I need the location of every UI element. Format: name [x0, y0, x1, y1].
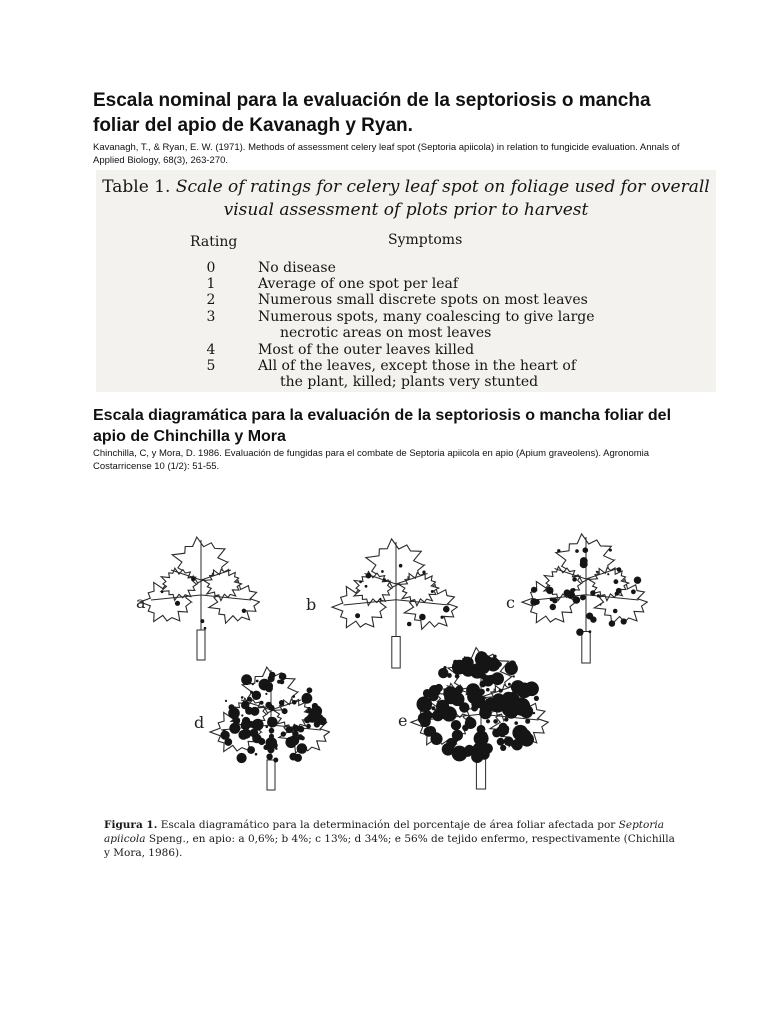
- lesion-spot: [502, 692, 515, 705]
- lesion-spot: [279, 700, 284, 705]
- lesion-spot: [466, 716, 474, 724]
- lesion-spot: [229, 723, 240, 734]
- lesion-spot: [520, 705, 533, 718]
- leaf-a: [140, 537, 260, 660]
- symptom-text: Average of one spot per leaf: [258, 276, 459, 292]
- lesion-spot: [237, 753, 247, 763]
- lesion-spot: [531, 587, 537, 593]
- lesion-spot: [241, 720, 251, 730]
- leaf-petiole: [267, 760, 275, 790]
- lesion-spot: [256, 680, 259, 683]
- lesion-spot: [252, 683, 254, 685]
- lesion-spot: [576, 629, 583, 636]
- lesion-spot: [266, 737, 278, 749]
- lesion-spot: [600, 604, 602, 606]
- lesion-spot: [504, 717, 508, 721]
- lesion-spot: [407, 622, 412, 627]
- figure-caption: [104, 818, 684, 860]
- lesion-spot: [247, 746, 255, 754]
- lesion-spot: [471, 694, 485, 708]
- lesion-spot: [255, 753, 258, 756]
- lesion-spot: [431, 706, 435, 710]
- lesion-spot: [504, 736, 514, 746]
- lesion-spot: [282, 708, 288, 714]
- section1-title: Escala nominal para la evaluación de la septoriosis o mancha foliar del apio de Kavanagh y Ryan.: [93, 90, 651, 136]
- leaf-label-a: a: [136, 593, 146, 612]
- lesion-spot: [513, 675, 515, 677]
- leaf-label-c: c: [506, 593, 515, 612]
- lesion-spot: [455, 686, 463, 694]
- leaf-label-e: e: [398, 711, 408, 730]
- lesion-spot: [634, 577, 641, 584]
- lesion-spot: [292, 725, 299, 732]
- lesion-spot: [238, 730, 248, 740]
- lesion-spot: [289, 753, 297, 761]
- lesion-spot: [451, 713, 456, 718]
- lesion-spot: [443, 606, 450, 613]
- lesion-spot: [281, 731, 286, 736]
- lesion-spot: [500, 745, 506, 751]
- lesion-spot: [241, 701, 249, 709]
- lesion-spot: [300, 736, 304, 740]
- lesion-spot: [260, 701, 264, 705]
- lesion-spot: [586, 613, 593, 620]
- lesion-spot: [265, 693, 267, 695]
- lesion-spot: [292, 700, 297, 705]
- lesion-spot: [310, 719, 313, 722]
- lesion-spot: [279, 673, 287, 681]
- leaf-label-b: b: [306, 595, 317, 614]
- leaf-c: [522, 534, 648, 663]
- lesion-spot: [431, 590, 434, 593]
- table-title: Scale of ratings for celery leaf spot on foliage used for overall visual assessment of plots prior to harvest: [175, 177, 710, 220]
- lesion-spot: [302, 693, 313, 704]
- lesion-spot: [266, 726, 269, 729]
- rating-value: 5: [206, 358, 216, 374]
- lesion-spot: [477, 725, 486, 734]
- lesion-spot: [420, 716, 431, 727]
- lesion-spot: [621, 618, 627, 624]
- lesion-spot: [269, 672, 276, 679]
- lesion-spot: [497, 738, 505, 746]
- lesion-spot: [471, 751, 483, 763]
- lesion-spot: [499, 689, 503, 693]
- lesion-spot: [366, 573, 372, 579]
- lesion-spot: [482, 656, 494, 668]
- lesion-spot: [575, 549, 579, 553]
- lesion-spot: [616, 588, 622, 594]
- lesion-spot: [464, 708, 468, 712]
- leaf-e: [411, 648, 549, 789]
- lesion-spot: [580, 557, 588, 565]
- lesion-spot: [564, 589, 571, 596]
- rating-value: 4: [206, 342, 216, 358]
- figure-caption-species: Septoria apiicola: [104, 819, 664, 845]
- lesion-spot: [451, 720, 461, 730]
- lesion-spot: [617, 567, 622, 572]
- lesion-spot: [573, 596, 581, 604]
- lesion-spot: [225, 700, 227, 702]
- lesion-spot: [424, 727, 434, 737]
- section1-reference: Kavanagh, T., & Ryan, E. W. (1971). Methods of assessment celery leaf spot (Septoria apiicola) in relation to fungicide evaluation. Annals of Applied Biology, 68(3), 263-270.: [93, 142, 680, 166]
- lesion-spot: [525, 719, 530, 724]
- lesion-spot: [247, 697, 252, 702]
- table-label: Table 1.: [102, 177, 171, 197]
- lesion-spot: [381, 570, 384, 573]
- lesion-spot: [365, 585, 368, 588]
- figure-caption-text: Escala diagramático para la determinación del porcentaje de área foliar afectada por: [160, 819, 616, 831]
- section2-title: Escala diagramática para la evaluación de la septoriosis o mancha foliar del apio de Chinchilla y Mora: [93, 407, 672, 445]
- lesion-spot: [485, 710, 489, 714]
- lesion-spot: [421, 704, 423, 706]
- lesion-spot: [570, 588, 574, 592]
- lesion-spot: [292, 695, 295, 698]
- lesion-spot: [448, 709, 451, 712]
- leaf-severity-figure: [96, 505, 696, 815]
- lesion-spot: [252, 691, 261, 700]
- lesion-spot: [530, 598, 538, 606]
- lesion-spot: [306, 724, 311, 729]
- lesion-spot: [580, 595, 586, 601]
- lesion-spot: [355, 613, 360, 618]
- lesion-spot: [614, 579, 619, 584]
- lesion-spot: [609, 620, 615, 626]
- leaf-petiole: [197, 630, 205, 660]
- lesion-spot: [497, 662, 502, 667]
- lesion-spot: [583, 547, 589, 553]
- lesion-spot: [161, 591, 163, 593]
- lesion-spot: [419, 614, 426, 621]
- lesion-spot: [534, 696, 539, 701]
- lesion-spot: [607, 573, 609, 575]
- rating-value: 3: [206, 309, 216, 325]
- lesion-spot: [533, 712, 535, 714]
- lesion-spot: [613, 609, 618, 614]
- lesion-spot: [423, 689, 432, 698]
- lesion-spot: [307, 707, 310, 710]
- lesion-spot: [307, 687, 313, 693]
- lesion-spot: [514, 721, 518, 725]
- lesion-spot: [631, 589, 636, 594]
- lesion-spot: [266, 682, 273, 689]
- lesion-spot: [268, 717, 275, 724]
- lesion-spot: [233, 717, 241, 725]
- lesion-spot: [242, 609, 246, 613]
- lesion-spot: [200, 619, 204, 623]
- leaf-illustrations: [96, 505, 696, 815]
- lesion-spot: [511, 680, 525, 694]
- lesion-spot: [422, 571, 425, 574]
- symptom-text: No disease: [258, 260, 336, 276]
- leaf-petiole: [392, 637, 400, 669]
- lesion-spot: [557, 549, 560, 552]
- lesion-spot: [311, 705, 322, 716]
- lesion-spot: [486, 700, 488, 702]
- lesion-spot: [379, 598, 381, 600]
- leaf-label-d: d: [194, 713, 205, 732]
- lesion-spot: [491, 672, 504, 685]
- lesion-spot: [175, 601, 180, 606]
- lesion-spot: [550, 604, 556, 610]
- lesion-spot: [277, 680, 281, 684]
- lesion-spot: [258, 738, 265, 745]
- lesion-spot: [269, 728, 275, 734]
- ratings-table: [96, 170, 716, 392]
- lesion-spot: [297, 743, 308, 754]
- lesion-spot: [399, 564, 403, 568]
- table-header-rating: Rating: [190, 234, 238, 250]
- lesion-spot: [241, 674, 252, 685]
- lesion-spot: [191, 577, 195, 581]
- lesion-spot: [496, 726, 507, 737]
- lesion-spot: [590, 590, 595, 595]
- lesion-spot: [505, 662, 518, 675]
- lesion-spot: [266, 754, 272, 760]
- lesion-spot: [455, 674, 460, 679]
- lesion-spot: [435, 684, 443, 692]
- symptom-text: Numerous small discrete spots on most leaves: [258, 292, 588, 308]
- lesion-spot: [241, 696, 244, 699]
- rating-value: 2: [206, 292, 216, 308]
- lesion-spot: [476, 660, 481, 665]
- lesion-spot: [596, 571, 598, 573]
- lesion-spot: [383, 578, 386, 581]
- lesion-spot: [204, 627, 207, 630]
- lesion-spot: [453, 737, 458, 742]
- lesion-spot: [451, 692, 465, 706]
- symptom-text: Most of the outer leaves killed: [258, 342, 475, 358]
- lesion-spot: [438, 668, 448, 678]
- lesion-spot: [508, 683, 511, 686]
- lesion-spot: [224, 738, 232, 746]
- leaf-petiole: [582, 632, 590, 664]
- lesion-spot: [285, 737, 296, 748]
- lesion-spot: [273, 758, 278, 763]
- lesion-spot: [486, 719, 490, 723]
- lesion-spot: [520, 732, 534, 746]
- lesion-spot: [318, 717, 326, 725]
- figure-label: Figura 1.: [104, 819, 158, 831]
- lesion-spot: [486, 688, 490, 692]
- lesion-spot: [462, 725, 469, 732]
- lesion-spot: [241, 714, 243, 716]
- section2-reference: Chinchilla, C, y Mora, D. 1986. Evaluación de fungidas para el combate de Septoria apiicola en apio (Apium graveolens). Agronomia Costarricense 10 (1/2): 51-55.: [93, 448, 650, 472]
- symptom-text: All of the leaves, except those in the heart of the plant, killed; plants very stunted: [258, 358, 577, 390]
- lesion-spot: [493, 719, 498, 724]
- lesion-spot: [269, 705, 275, 711]
- lesion-spot: [531, 681, 534, 684]
- lesion-spot: [223, 729, 226, 732]
- rating-value: 0: [206, 260, 216, 276]
- lesion-spot: [546, 587, 553, 594]
- lesion-spot: [228, 707, 240, 719]
- lesion-spot: [417, 696, 433, 712]
- lesion-spot: [442, 743, 455, 756]
- table-header-symptoms: Symptoms: [388, 232, 463, 248]
- leaf-b: [332, 539, 458, 668]
- table-caption: [96, 176, 716, 222]
- lesion-spot: [572, 577, 577, 582]
- symptom-text: Numerous spots, many coalescing to give large necrotic areas on most leaves: [258, 309, 595, 341]
- leaf-d: [210, 667, 330, 790]
- rating-value: 1: [206, 276, 216, 292]
- lesion-spot: [609, 549, 612, 552]
- lesion-spot: [292, 736, 295, 739]
- lesion-spot: [589, 630, 592, 633]
- figure-caption-values: Speng., en apio: a 0,6%; b 4%; c 13%; d 34%; e 56% de tejido enfermo, respectivamente (Chichilla y Mora, 1986).: [104, 833, 675, 859]
- lesion-spot: [304, 717, 311, 724]
- lesion-spot: [452, 660, 467, 675]
- lesion-spot: [597, 594, 600, 597]
- lesion-spot: [359, 580, 362, 583]
- lesion-spot: [552, 598, 557, 603]
- lesion-spot: [441, 616, 444, 619]
